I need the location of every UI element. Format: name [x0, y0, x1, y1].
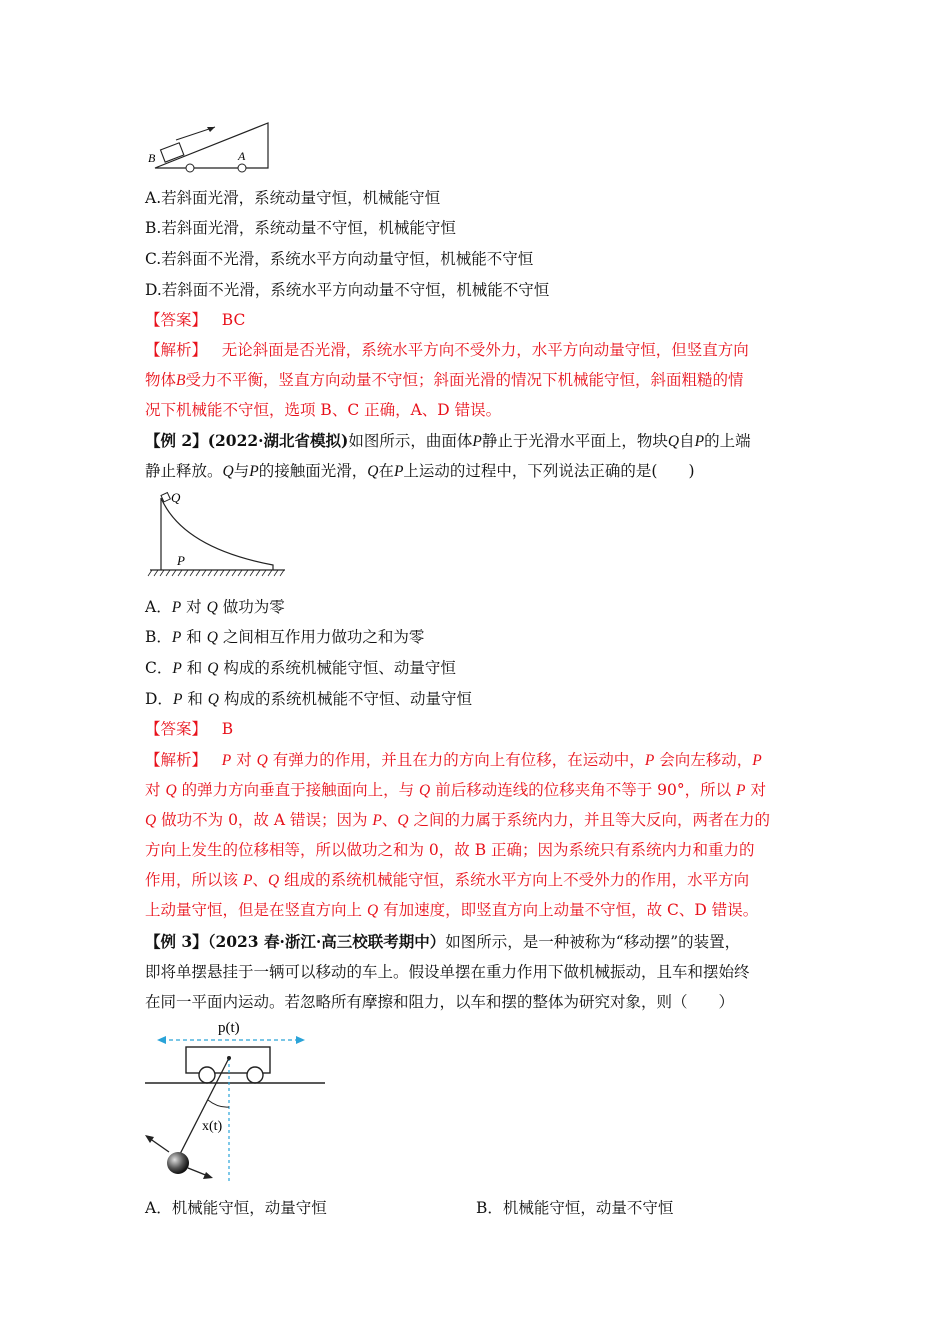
q2-analysis-line-6 — [145, 895, 758, 926]
q1-answer — [145, 305, 245, 335]
q1-option-d: D.若斜面不光滑，系统水平方向动量不守恒，机械能不守恒 — [145, 281, 550, 299]
q1-option-a: A.若斜面光滑，系统动量守恒，机械能守恒 — [145, 189, 441, 207]
stem-text: 静止于光滑水平面上，物块 — [481, 432, 668, 450]
stem-text: 的上端 — [704, 432, 751, 450]
analysis-text: 对 — [145, 781, 161, 799]
q2-answer — [145, 714, 233, 744]
analysis-text: 上动量守恒，但是在竖直方向上 — [145, 901, 363, 919]
analysis-tag: 【解析】 — [145, 341, 208, 359]
analysis-text: 有加速度，即竖直方向上动量不守恒，故 C、D 错误。 — [383, 901, 759, 919]
q2-stem-line-1 — [145, 426, 751, 457]
analysis-text: 组成的系统机械能守恒，系统水平方向上不受外力的作用，水平方向 — [284, 871, 750, 889]
var-p: P — [171, 599, 182, 616]
q3-stem-line-3: 在同一平面内运动。若忽略所有摩擦和阻力，以车和摆的整体为研究对象，则（ ） — [145, 993, 735, 1011]
q1-option-c: C.若斜面不光滑，系统水平方向动量守恒，机械能不守恒 — [145, 250, 534, 268]
var-p: P — [249, 463, 259, 480]
analysis-text: 受力不平衡，竖直方向动量不守恒；斜面光滑的情况下机械能守恒，斜面粗糙的情 — [185, 371, 744, 389]
label-q: Q — [171, 490, 181, 505]
var-q: Q — [366, 902, 379, 919]
option-text: 构成的系统机械能守恒、动量守恒 — [223, 659, 456, 677]
stem-text: 如图所示，曲面体 — [348, 432, 473, 450]
var-b: B — [176, 372, 186, 389]
option-text: 之间相互作用力做功之和为零 — [222, 628, 425, 646]
analysis-text: 做功不为 0，故 A 错误；因为 — [161, 811, 368, 829]
option-text: 构成的系统机械能不守恒、动量守恒 — [223, 690, 472, 708]
stem-text: 与 — [233, 462, 250, 480]
label-p: P — [177, 553, 185, 568]
analysis-text: 无论斜面是否光滑，系统水平方向不受外力，水平方向动量守恒，但竖直方向 — [221, 341, 749, 359]
var-p: P — [242, 872, 253, 889]
q3-option-b: B．机械能守恒，动量不守恒 — [476, 1199, 674, 1217]
var-p: P — [472, 433, 482, 450]
q2-option-a — [145, 592, 285, 623]
q2-stem-line-2 — [145, 456, 695, 487]
var-p: P — [372, 812, 382, 829]
q1-analysis-line-1 — [145, 335, 749, 365]
q1-analysis-line-3: 况下机械能不守恒，选项 B、C 正确，A、D 错误。 — [145, 401, 502, 419]
label-p-of-t: p(t) — [218, 1020, 240, 1036]
var-p: P — [736, 782, 746, 799]
q3-stem-line-2: 即将单摆悬挂于一辆可以移动的车上。假设单摆在重力作用下做机械振动，且车和摆始终 — [145, 963, 750, 981]
var-p: P — [752, 752, 762, 769]
var-p: P — [694, 433, 705, 450]
q1-option-b: B.若斜面光滑，系统动量不守恒，机械能守恒 — [145, 219, 456, 237]
q2-analysis-line-3 — [145, 805, 770, 836]
analysis-text: 对 — [750, 781, 766, 799]
q3-source: （2023 春·浙江·高三校联考期中） — [207, 932, 446, 951]
q2-source: (2022·湖北省模拟) — [207, 431, 349, 450]
answer-value: B — [221, 720, 234, 738]
option-prefix: B． — [145, 628, 172, 646]
analysis-text: 有弹力的作用，并且在力的方向上有位移，在运动中， — [272, 751, 645, 769]
label-b: B — [148, 151, 156, 165]
analysis-text: 、 — [381, 811, 398, 829]
q3-stem-line-1 — [145, 927, 740, 957]
analysis-text: 作用，所以该 — [145, 871, 239, 889]
q2-option-b — [145, 622, 424, 653]
option-text: 和 — [187, 690, 203, 708]
var-q: Q — [367, 463, 379, 480]
var-q: Q — [207, 691, 219, 708]
q2-tag: 【例 2】 — [145, 431, 208, 450]
var-q: Q — [256, 752, 268, 769]
q1-analysis-line-2 — [145, 365, 744, 396]
var-p: P — [171, 629, 182, 646]
option-prefix: A． — [145, 598, 172, 616]
label-x-of-t: x(t) — [202, 1119, 223, 1134]
var-q: Q — [206, 629, 218, 646]
option-text: 和 — [186, 628, 202, 646]
stem-text: 自 — [679, 432, 695, 450]
stem-text: 静止释放。 — [145, 462, 223, 480]
incline-figure — [140, 118, 280, 176]
option-text: 对 — [186, 598, 202, 616]
q3-tag: 【例 3】 — [145, 932, 208, 951]
answer-tag: 【答案】 — [145, 720, 208, 738]
var-q: Q — [207, 660, 219, 677]
analysis-text: 、 — [252, 871, 268, 889]
q2-analysis-line-1 — [145, 745, 762, 776]
q2-analysis-line-2 — [145, 775, 766, 806]
answer-tag: 【答案】 — [145, 311, 208, 329]
label-a: A — [238, 149, 246, 163]
answer-value: BC — [221, 311, 246, 329]
var-q: Q — [419, 782, 431, 799]
analysis-text: 的弹力方向垂直于接触面向上，与 — [181, 781, 415, 799]
var-q: Q — [145, 812, 157, 829]
var-q: Q — [222, 463, 234, 480]
q2-analysis-line-4: 方向上发生的位移相等，所以做功之和为 0，故 B 正确；因为系统只有系统内力和重力的 — [145, 841, 755, 859]
q2-option-c — [145, 653, 456, 684]
q3-option-a: A．机械能守恒，动量守恒 — [145, 1199, 327, 1217]
stem-text: 上运动的过程中，下列说法正确的是( ) — [403, 462, 695, 480]
option-prefix: D． — [145, 690, 173, 708]
analysis-text: 物体 — [145, 371, 177, 389]
q2-option-d — [145, 684, 472, 715]
stem-text: 在 — [378, 462, 394, 480]
stem-text: 的接触面光滑， — [258, 462, 368, 480]
option-text: 做功为零 — [222, 598, 285, 616]
moving-pendulum-figure — [140, 1016, 330, 1186]
var-p: P — [644, 752, 655, 769]
var-p: P — [221, 752, 232, 769]
analysis-tag: 【解析】 — [145, 751, 208, 769]
var-p: P — [172, 691, 183, 708]
option-text: 和 — [186, 659, 203, 677]
var-q: Q — [165, 782, 177, 799]
analysis-text: 之间的力属于系统内力，并且等大反向，两者在力的 — [413, 811, 771, 829]
analysis-text: 前后移动连线的位移夹角不等于 90°，所以 — [435, 781, 732, 799]
var-p: P — [393, 463, 404, 480]
var-q: Q — [397, 812, 409, 829]
stem-text: 如图所示，是一种被称为“移动摆”的装置， — [445, 933, 741, 951]
analysis-text: 对 — [236, 751, 252, 769]
var-q: Q — [206, 599, 218, 616]
var-q: Q — [667, 433, 680, 450]
var-q: Q — [267, 872, 280, 889]
pendulum-bob — [167, 1152, 189, 1174]
option-prefix: C． — [145, 659, 173, 677]
var-p: P — [172, 660, 182, 677]
analysis-text: 会向左移动， — [659, 751, 753, 769]
q2-analysis-line-5 — [145, 865, 749, 896]
curved-body-figure — [145, 488, 290, 584]
